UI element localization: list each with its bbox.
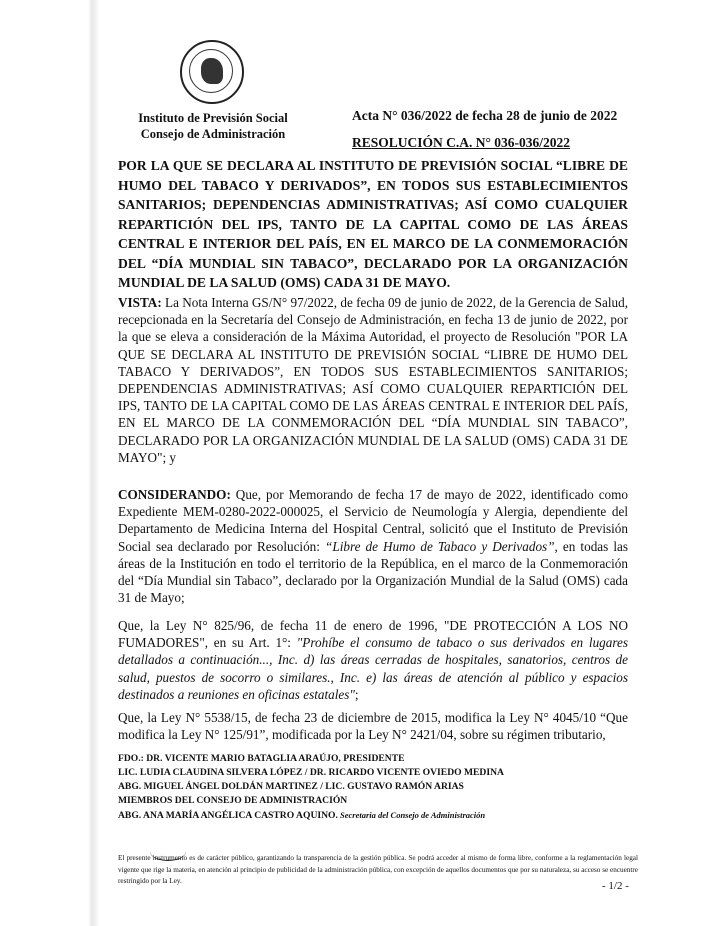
ley-825-end: ; — [354, 686, 359, 702]
ley-825-text: Que, la Ley N° 825/96, de fecha 11 de enero de 1996, "DE PROTECCIÓN A LOS NO FUMADORES", en su Art. 1°: — [118, 618, 628, 651]
footer-disclaimer: El presente instrumento es de carácter público, garantizando la transparencia de la gestión pública. Se podrá acceder al mismo de forma libre, conforme a la reglamentación legal vigente que rige la materia, en atención al principio de publicidad de la administración pública, con excepción de aquellos documentos que por su naturaleza, su acceso se encuentre restringido por la Ley. — [118, 854, 638, 885]
ley-825-quote: "Prohíbe el consumo de tabaco o sus derivados en lugares detallados a continuación..., Inc. d) las áreas cerradas de hospitales, sanatorios, centros de salud, puestos de socorro o similares., Inc. e) las áreas de atención al público y espacios destinados a reuniones en oficinas estatales" — [118, 635, 629, 702]
vista-text: La Nota Interna GS/N° 97/2022, de fecha 09 de junio de 2022, de la Gerencia de Salud, recepcionada en la Secretaría del Consejo de Administración, en fecha 13 de junio de 2022, por la que se eleva a consideración de la Máxima Autoridad, el proyecto de Resolución "POR LA QUE SE DECLARA AL INSTITUTO DE PREVISIÓN SOCIAL “LIBRE DE HUMO DEL TABACO Y DERIVADOS”, EN TODOS SUS ESTABLECIMIENTOS SANITARIOS; DEPENDENCIAS ADMINISTRATIVAS; ASÍ COMO CUALQUIER REPARTICIÓN DEL IPS, TANTO DE LA CAPITAL COMO DE LAS ÁREAS CENTRAL E INTERIOR DEL PAÍS, EN EL MARCO DE LA CONMEMORACIÓN DEL “DÍA MUNDIAL SIN TABACO”, DECLARADO POR LA ORGANIZACIÓN MUNDIAL DE LA SALUD (OMS) CADA 31 DE MAYO"; y — [118, 295, 628, 465]
considerando-text: Que, por Memorando de fecha 17 de mayo de 2022, identificado como Expediente MEM-0280-2022-000025, el Servicio de Neumología y Alergia, dependiente del Departamento de Medicina Interna del Hospital Central, solicitó que el Instituto de Previsión Social sea declarado por Resolución: — [118, 487, 628, 554]
signature-line: ABG. MIGUEL ÁNGEL DOLDÁN MARTINEZ / LIC. GUSTAVO RAMÓN ARIAS — [118, 781, 464, 792]
considerando-label: CONSIDERANDO: — [118, 487, 231, 502]
resolution-number: RESOLUCIÓN C.A. N° 036-036/2022 — [352, 135, 571, 150]
secretary-name: ABG. ANA MARÍA ANGÉLICA CASTRO AQUINO. — [118, 810, 338, 821]
considerando-paragraph — [118, 486, 628, 606]
council-name: Consejo de Administración — [140, 127, 286, 141]
signature-line: MIEMBROS DEL CONSEJO DE ADMINISTRACIÓN — [118, 795, 348, 806]
signature-line: FDO.: DR. VICENTE MARIO BATAGLIA ARAÚJO, PRESIDENTE — [118, 753, 405, 764]
signature-line: LIC. LUDIA CLAUDINA SILVERA LÓPEZ / DR. RICARDO VICENTE OVIEDO MEDINA — [118, 767, 504, 778]
secretary-role: Secretaria del Consejo de Administración — [337, 810, 486, 820]
vista-paragraph — [118, 294, 628, 466]
resolution-title: POR LA QUE SE DECLARA AL INSTITUTO DE PREVISIÓN SOCIAL “LIBRE DE HUMO DEL TABACO Y DERIVADOS”, EN TODOS SUS ESTABLECIMIENTOS SANITARIOS; DEPENDENCIAS ADMINISTRATIVAS; ASÍ COMO CUALQUIER REPARTICIÓN DEL IPS, TANTO DE LA CAPITAL COMO DE LAS ÁREAS CENTRAL E INTERIOR DEL PAÍS, EN EL MARCO DE LA CONMEMORACIÓN DEL “DÍA MUNDIAL SIN TABACO”, DECLARADO POR LA ORGANIZACIÓN MUNDIAL DE LA SALUD (OMS) CADA 31 DE MAYO. — [118, 158, 628, 290]
considerando-text-end: , en todas las áreas de la Institución en todo el territorio de la República, en el marco de la Conmemoración del “Día Mundial sin Tabaco”, declarado por la Organización Mundial de la Salud (OMS) cada 31 de Mayo; — [118, 538, 628, 606]
institution-name: Instituto de Previsión Social — [138, 111, 288, 125]
acta-number: Acta N° 036/2022 de fecha 28 de junio de 2022 — [352, 108, 618, 123]
page-number: - 1/2 - — [602, 880, 629, 892]
scan-edge — [0, 0, 100, 926]
ley-5538-paragraph: Que, la Ley N° 5538/15, de fecha 23 de diciembre de 2015, modifica la Ley N° 4045/10 “Que modifica la Ley N° 125/91”, modificada por la Ley N° 2421/04, sobre su régimen tributario, — [118, 710, 628, 743]
signature-line — [118, 808, 504, 823]
vista-label: VISTA: — [118, 295, 162, 310]
considerando-quote: “Libre de Humo de Tabaco y Derivados” — [325, 538, 555, 554]
signatures-block — [118, 752, 504, 823]
ips-seal-logo — [180, 40, 244, 104]
institution-header — [128, 110, 298, 142]
ley-825-paragraph — [118, 617, 628, 703]
